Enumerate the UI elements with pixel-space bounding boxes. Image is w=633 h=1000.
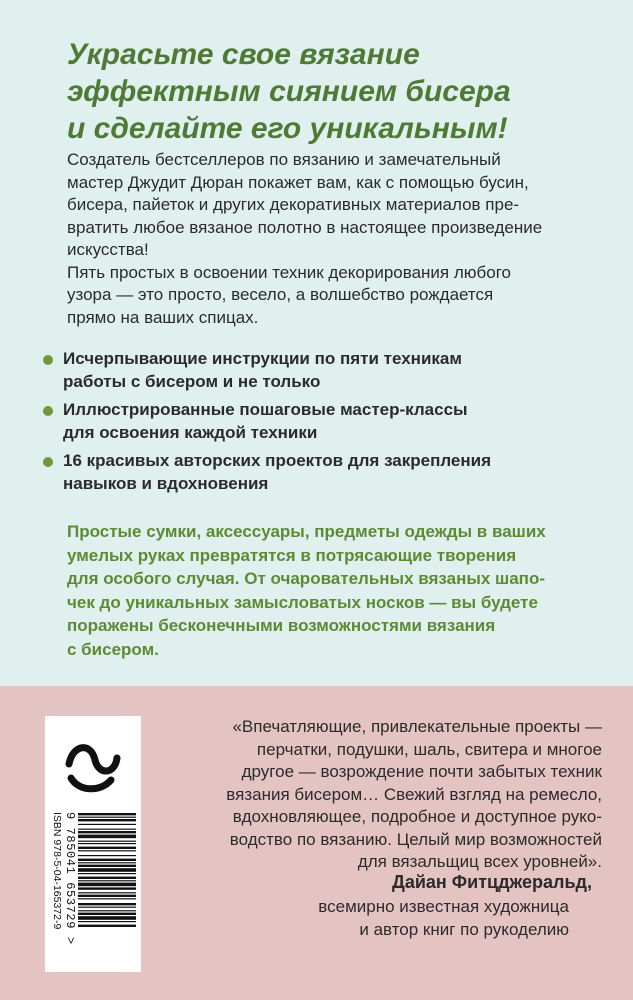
feature-list — [43, 348, 603, 501]
feature-item — [43, 450, 603, 495]
barcode-bar — [78, 843, 136, 844]
text-line: умелых руках превратятся в потрясающие творения — [67, 545, 517, 565]
text-line: для особого случая. От очаровательных вязаных шапо- — [67, 569, 545, 588]
barcode-bar — [78, 868, 136, 872]
barcode-bar — [78, 898, 136, 899]
publisher-logo-icon — [59, 730, 127, 798]
barcode-bar — [78, 855, 136, 856]
headline — [67, 36, 607, 147]
text-line: вратить любое вязаное полотно в настоящее произведение — [67, 217, 543, 237]
headline-line: Украсьте свое вязание — [67, 38, 420, 71]
text-line: мастер Джудит Дюран покажет вам, как с помощью бусин, — [67, 172, 529, 192]
barcode-bar — [78, 883, 136, 887]
text-line: поражены бесконечными возможностями вязания — [67, 616, 496, 635]
barcode-bar — [78, 865, 136, 867]
barcode-bar — [78, 831, 136, 833]
text-line: Исчерпывающие инструкции по пяти техникам — [63, 349, 462, 368]
text-line: перчатки, подушки, шаль, свитера и многое — [256, 739, 602, 759]
bullet-dot-icon — [43, 406, 53, 416]
barcode-bar — [78, 813, 136, 815]
barcode-bar — [78, 841, 136, 842]
feature-item — [43, 348, 603, 393]
quote-author-description — [162, 896, 569, 941]
barcode-bar — [78, 859, 136, 861]
text-line: чек до уникальных замысловатых носков — вы будете — [67, 592, 538, 612]
text-line: Простые сумки, аксессуары, предметы одежды в ваших — [67, 522, 546, 541]
barcode-bar — [78, 895, 136, 897]
barcode-bar — [78, 925, 136, 927]
barcode-bar — [78, 835, 136, 839]
text-line: для освоения каждой техники — [63, 422, 318, 442]
barcode-bar — [78, 887, 136, 889]
barcode-bar — [78, 819, 136, 821]
text-line: 16 красивых авторских проектов для закрепления — [63, 451, 492, 470]
text-line: «Впечатляющие, привлекательные проекты — — [232, 717, 602, 736]
description — [67, 149, 587, 329]
text-line: водство по вязанию. Целый мир возможностей — [229, 829, 602, 849]
feature-text — [63, 450, 603, 495]
text-line: Пять простых в освоении техник декорирования любого — [67, 262, 511, 282]
barcode-bar — [78, 824, 136, 825]
barcode-digits: 9 785041 653729 > — [63, 812, 77, 945]
text-line: бисера, пайеток и других декоративных материалов пре- — [67, 195, 520, 214]
barcode-bar — [78, 892, 136, 893]
barcode-bar — [78, 877, 136, 879]
text-line: и автор книг по рукоделию — [359, 919, 569, 939]
text-line: всемирно известная художница — [318, 897, 569, 916]
barcode-bar — [78, 817, 136, 818]
highlight-paragraph — [67, 520, 607, 661]
barcode-bar — [78, 910, 136, 911]
text-line: с бисером. — [67, 639, 159, 659]
barcode-bar — [78, 880, 136, 881]
text-line: Создатель бестселлеров по вязанию и замечательный — [67, 150, 501, 169]
barcode-bar — [78, 873, 136, 874]
text-line: узора — это просто, весело, а волшебство рождается — [67, 285, 494, 304]
text-line: для вязальщиц всех уровней». — [357, 852, 602, 871]
text-line: искусства! — [67, 240, 149, 259]
barcode-bar — [78, 829, 136, 830]
headline-line: и сделайте его уникальным! — [67, 112, 508, 145]
quote-author-name: Дайан Фитцджеральд, — [392, 872, 592, 892]
barcode-bar — [78, 847, 136, 849]
feature-item — [43, 399, 603, 444]
text-line: навыков и вдохновения — [63, 473, 269, 493]
bullet-dot-icon — [43, 457, 53, 467]
text-line: прямо на ваших спицах. — [67, 307, 259, 327]
barcode-bars — [78, 812, 136, 968]
text-line: работы с бисером и не только — [63, 371, 321, 391]
barcode-bar — [78, 913, 136, 915]
text-line: другое — возрождение почти забытых техник — [241, 762, 602, 781]
description-paragraph — [67, 149, 587, 262]
text-line: Иллюстрированные пошаговые мастер-классы — [63, 400, 468, 419]
feature-text — [63, 399, 603, 444]
barcode-bar — [78, 903, 136, 905]
feature-text — [63, 348, 603, 393]
barcode-bar — [78, 862, 136, 863]
isbn-label: ISBN 978-5-04-165372-9 — [51, 812, 63, 930]
bullet-dot-icon — [43, 355, 53, 365]
barcode-box — [45, 716, 141, 972]
barcode-bar — [78, 916, 136, 920]
text-line: вязания бисером… Свежий взгляд на ремесло, — [226, 784, 602, 804]
barcode-bar — [78, 921, 136, 922]
text-line: вдохновляющее, подробное и доступное руко- — [232, 807, 602, 826]
description-paragraph — [67, 262, 587, 330]
barcode-bar — [78, 850, 136, 851]
headline-line: эффектным сиянием бисера — [67, 75, 511, 108]
review-quote — [162, 716, 602, 874]
barcode-bar — [78, 907, 136, 908]
